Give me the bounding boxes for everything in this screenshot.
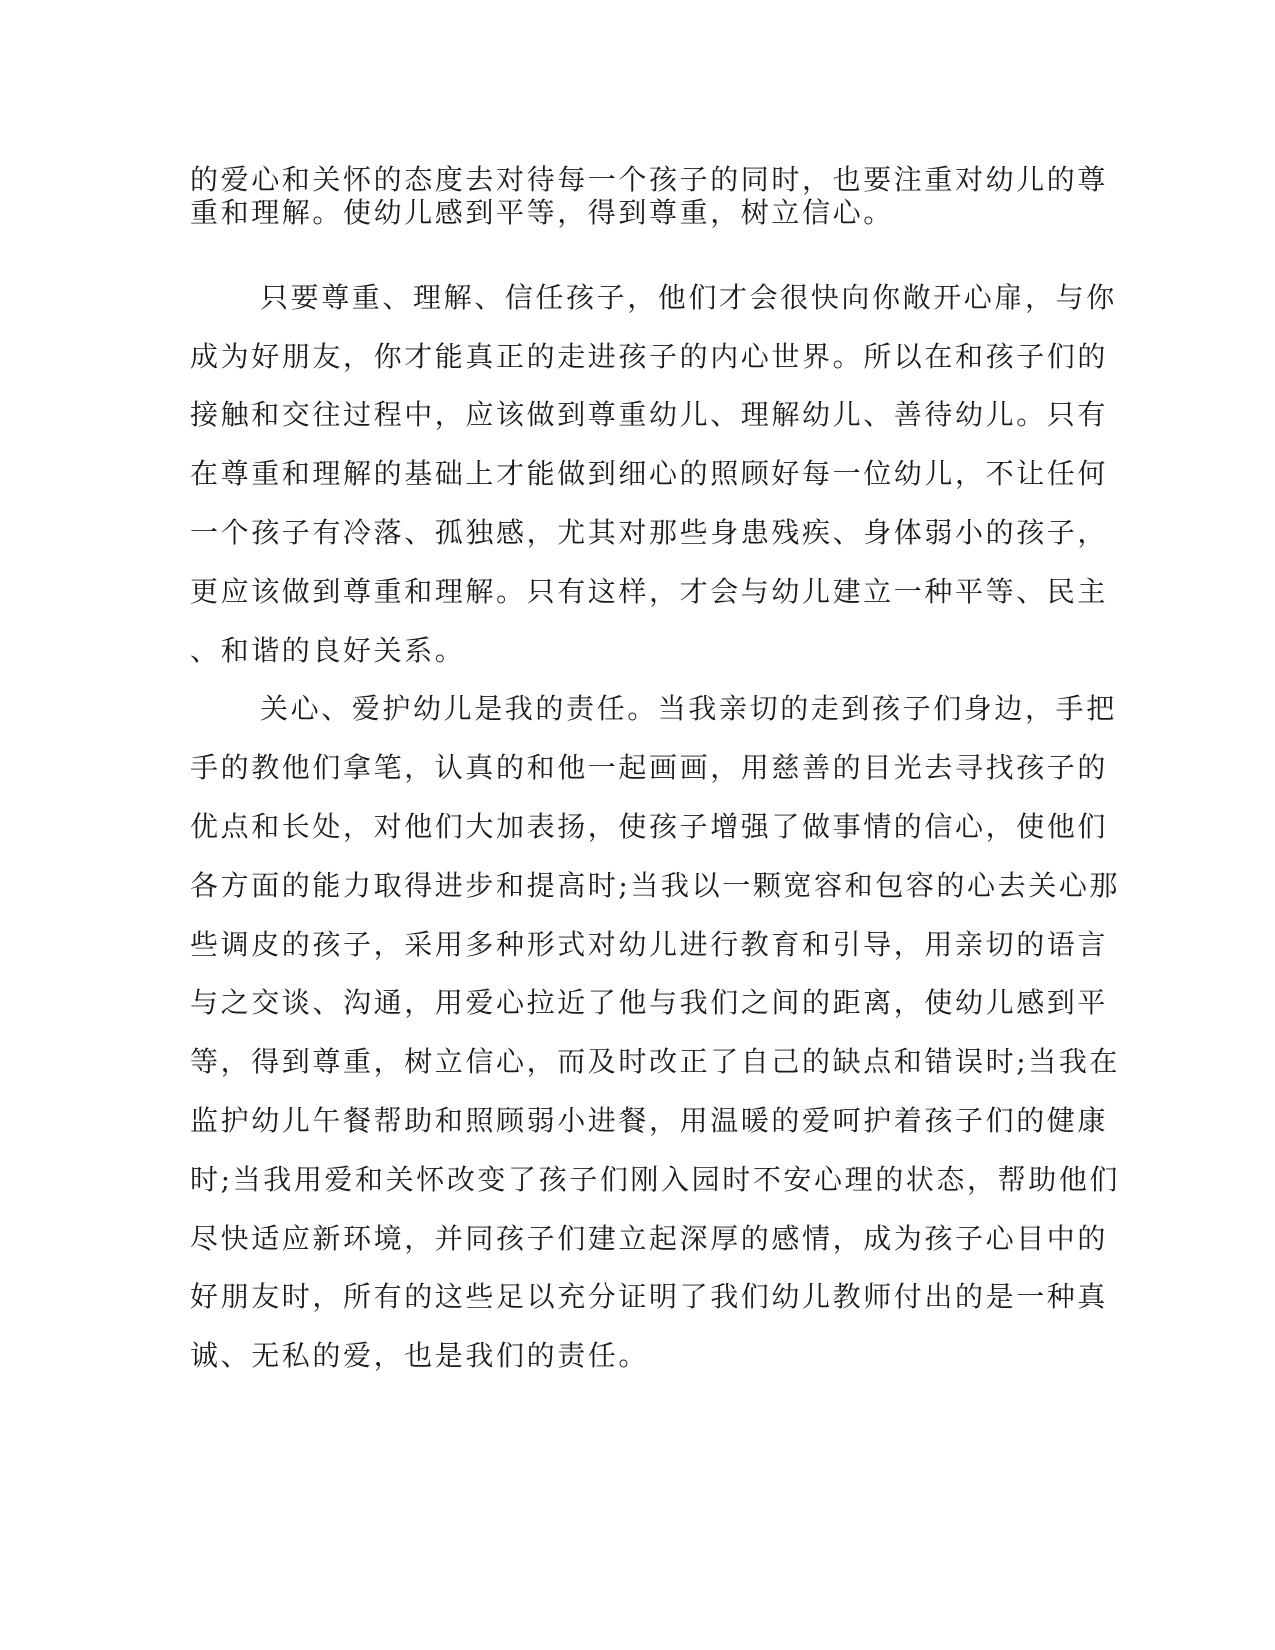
text-line: 更应该做到尊重和理解。只有这样，才会与幼儿建立一种平等、民主 (190, 575, 1109, 608)
text-line: 重和理解。使幼儿感到平等，得到尊重，树立信心。 (190, 196, 894, 229)
text-line: 、和谐的良好关系。 (190, 634, 466, 667)
text-line: 与之交谈、沟通，用爱心拉近了他与我们之间的距离，使幼儿感到平 (190, 986, 1109, 1019)
text-line: 接触和交往过程中，应该做到尊重幼儿、理解幼儿、善待幼儿。只有 (190, 398, 1109, 431)
text-line: 诚、无私的爱，也是我们的责任。 (190, 1339, 650, 1372)
text-line: 时;当我用爱和关怀改变了孩子们刚入园时不安心理的状态，帮助他们 (190, 1163, 1121, 1196)
text-line: 些调皮的孩子，采用多种形式对幼儿进行教育和引导，用亲切的语言 (190, 928, 1109, 961)
paragraph-start-line: 只要尊重、理解、信任孩子，他们才会很快向你敞开心扉，与你 (260, 281, 1117, 314)
text-line: 监护幼儿午餐帮助和照顾弱小进餐，用温暖的爱呵护着孩子们的健康 (190, 1104, 1109, 1137)
text-line: 等，得到尊重，树立信心，而及时改正了自己的缺点和错误时;当我在 (190, 1045, 1121, 1078)
text-line: 尽快适应新环境，并同孩子们建立起深厚的感情，成为孩子心目中的 (190, 1222, 1109, 1255)
paragraph-start-line: 关心、爱护幼儿是我的责任。当我亲切的走到孩子们身边，手把 (260, 692, 1117, 725)
text-line: 在尊重和理解的基础上才能做到细心的照顾好每一位幼儿，不让任何 (190, 457, 1109, 490)
text-line: 手的教他们拿笔，认真的和他一起画画，用慈善的目光去寻找孩子的 (190, 751, 1109, 784)
text-line: 各方面的能力取得进步和提高时;当我以一颗宽容和包容的心去关心那 (190, 869, 1121, 902)
text-line: 一个孩子有冷落、孤独感，尤其对那些身患残疾、身体弱小的孩子， (190, 516, 1109, 549)
text-line: 成为好朋友，你才能真正的走进孩子的内心世界。所以在和孩子们的 (190, 340, 1109, 373)
text-line: 优点和长处，对他们大加表扬，使孩子增强了做事情的信心，使他们 (190, 810, 1109, 843)
text-line: 的爱心和关怀的态度去对待每一个孩子的同时，也要注重对幼儿的尊 (190, 163, 1109, 196)
text-line: 好朋友时，所有的这些足以充分证明了我们幼儿教师付出的是一种真 (190, 1280, 1109, 1313)
